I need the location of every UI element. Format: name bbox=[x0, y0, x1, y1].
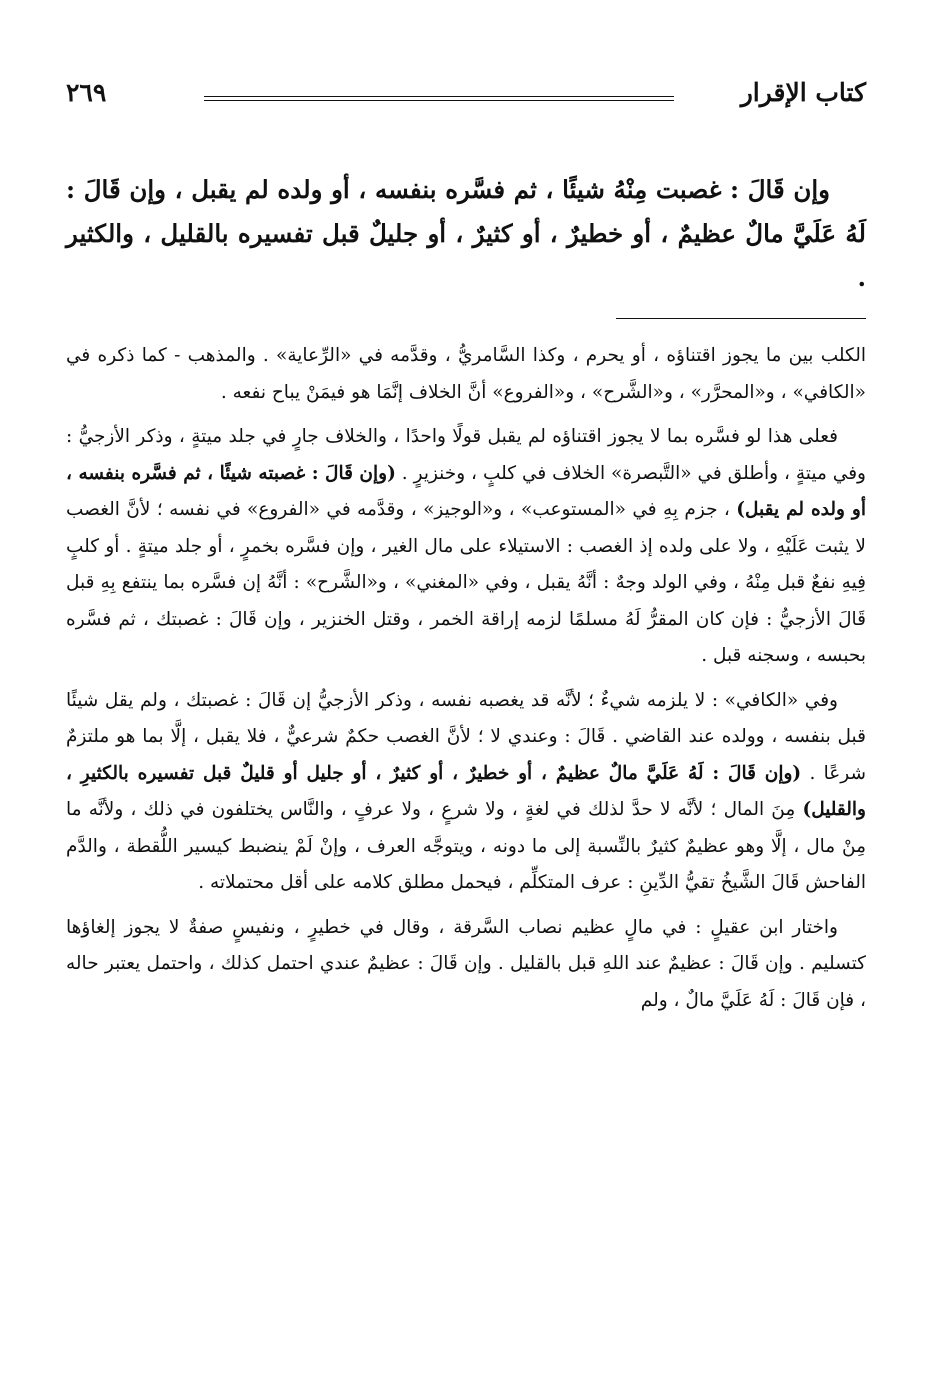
commentary-text: وفي «الكافي» : لا يلزمه شيءٌ ؛ لأنَّه قد يغصبه نفسه ، وذكر الأزجيُّ إن قَالَ : غصبتك ، ولم يقل شيئًا قبل بنفسه ، وولده عند القاضي . قَالَ : وعندي لا ؛ لأنَّ الغصب حكمٌ شرعيٌّ ، فلا يقبل ، إلَّا بما هو ملتزمٌ شرعًا . bbox=[66, 689, 866, 784]
running-header bbox=[66, 78, 866, 118]
quoted-matn: (وإن قَالَ : غصبته شيئًا ، ثم فسَّره بنفسه ، أو ولده لم يقبل) bbox=[66, 462, 866, 520]
header-rule bbox=[204, 96, 674, 101]
commentary-text: فعلى هذا لو فسَّره بما لا يجوز اقتناؤه لم يقبل قولًا واحدًا ، والخلاف جارٍ في جلد ميتةٍ ، وذكر الأزجيُّ : وفي ميتةٍ ، وأطلق في «التَّبصرة» الخلاف في كلبٍ ، وخنزيرٍ . bbox=[66, 426, 866, 484]
commentary-text: مِنَ المال ؛ لأنَّه لا حدَّ لذلك في لغةٍ ، ولا شرعٍ ، ولا عرفٍ ، والنَّاس يختلفون في ذلك ، ولأنَّه ما مِنْ مال ، إلَّا وهو عظيمٌ كثيرٌ بالنِّسبة إلى ما دونه ، ويتوجَّه العرف ، وإنْ لَمْ ينضبط كيسير اللُّقطة ، والدَّم الفاحش قَالَ الشَّيخُ تقيُّ الدِّينِ : عرف المتكلِّم ، فيحمل مطلق كلامه على أقل محتملاته . bbox=[66, 799, 866, 893]
commentary-paragraph-1: الكلب بين ما يجوز اقتناؤه ، أو يحرم ، وكذا السَّامريُّ ، وقدَّمه في «الرِّعاية» . والمذهب - كما ذكره في «الكافي» ، و«المحرَّر» ، و«الشَّرح» ، و«الفروع» أنَّ الخلاف إنَّمَا هو فيمَنْ يباح نفعه . bbox=[66, 345, 866, 403]
commentary-paragraph-2 bbox=[66, 419, 866, 675]
matn-separator-rule bbox=[616, 318, 866, 319]
commentary bbox=[66, 338, 866, 1027]
matn-text: وإن قَالَ : غصبت مِنْهُ شيئًا ، ثم فسَّره بنفسه ، أو ولده لم يقبل ، وإن قَالَ : لَهُ عَلَيَّ مالٌ عظيمٌ ، أو خطيرٌ ، أو كثيرٌ ، أو جليلٌ قبل تفسيره بالقليل ، والكثير . bbox=[66, 175, 866, 292]
commentary-paragraph-3 bbox=[66, 683, 866, 902]
quoted-matn: (وإن قَالَ : لَهُ عَلَيَّ مالٌ عظيمٌ ، أو خطيرٌ ، أو كثيرٌ ، أو جليل أو قليلٌ قبل تفسيره بالكثيرِ ، والقليل) bbox=[66, 762, 866, 820]
commentary-paragraph-4: واختار ابن عقيلٍ : في مالٍ عظيم نصاب السَّرقة ، وقال في خطيرٍ ، ونفيسٍ صفةٌ لا يجوز إلغاؤها كتسليم . وإن قَالَ : عظيمٌ عند اللهِ قبل بالقليل . وإن قَالَ : عظيمٌ عندي احتمل كذلك ، واحتمل يعتبر حاله ، فإن قَالَ : لَهُ عَلَيَّ مالٌ ، ولم bbox=[66, 916, 866, 1011]
page-number: ٢٦٩ bbox=[66, 78, 107, 107]
commentary-text: ، جزم بِهِ في «المستوعب» ، و«الوجيز» ، وقدَّمه في «الفروع» في نفسه ؛ لأنَّ الغصب لا يثبت عَلَيْهِ ، ولا على ولده إذ الغصب : الاستيلاء على مال الغير ، وإن فسَّره بخمرٍ ، أو جلد ميتةٍ . أو كلبٍ فِيهِ نفعٌ قبل مِنْهُ ، وفي الولد وجهٌ : أنَّهُ يقبل ، وفي «المغني» ، و«الشَّرح» : أنَّهُ إن فسَّره بما ينتفع بِهِ قبل قَالَ الأزجيُّ : فإن كان المقرُّ لَهُ مسلمًا لزمه إراقة الخمر ، وقتل الخنزير ، وإن قَالَ : غصبتك ، ثم فسَّره بحبسه ، وسجنه قبل . bbox=[66, 499, 866, 666]
book-title: كتاب الإقرار bbox=[740, 78, 866, 107]
